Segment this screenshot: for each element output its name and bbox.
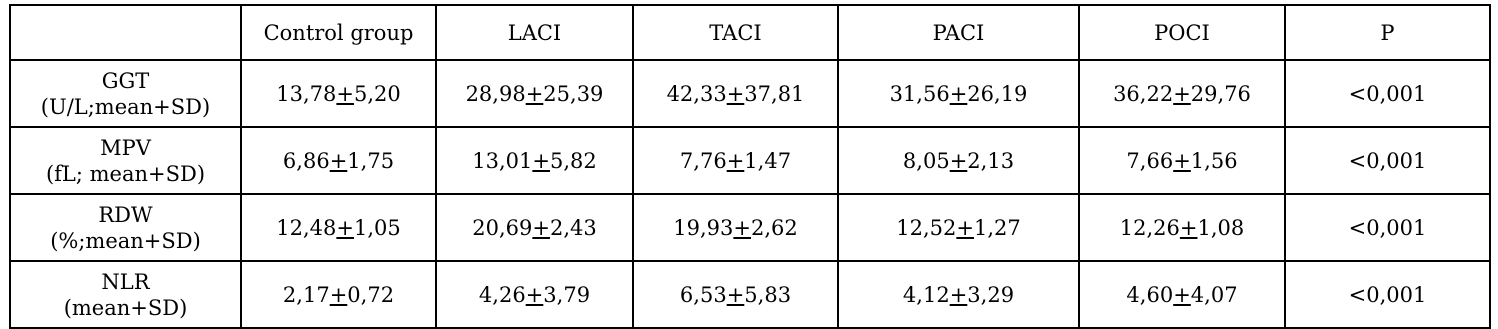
row-label-name: RDW bbox=[98, 202, 153, 227]
cell-mean: 6,53 bbox=[679, 282, 727, 307]
cell-sd: 1,75 bbox=[347, 148, 395, 173]
cell-mean: 7,76 bbox=[679, 148, 727, 173]
p-value-cell: <0,001 bbox=[1285, 127, 1490, 194]
p-value-cell: <0,001 bbox=[1285, 261, 1490, 328]
row-label-unit: (mean+SD) bbox=[63, 295, 188, 320]
table-cell bbox=[241, 127, 436, 194]
cell-mean: 31,56 bbox=[889, 81, 950, 106]
table-header bbox=[10, 5, 1490, 60]
cell-sd: 25,39 bbox=[543, 81, 604, 106]
cell-mean: 13,01 bbox=[472, 148, 533, 173]
plus-minus-symbol: + bbox=[726, 148, 745, 173]
plus-minus-symbol: + bbox=[329, 148, 348, 173]
table-cell bbox=[633, 60, 838, 127]
header-cell-p: P bbox=[1285, 5, 1490, 60]
plus-minus-symbol: + bbox=[956, 215, 974, 240]
cell-sd: 2,13 bbox=[967, 148, 1015, 173]
cell-sd: 1,08 bbox=[1197, 215, 1245, 240]
cell-mean: 4,12 bbox=[902, 282, 950, 307]
cell-sd: 3,79 bbox=[543, 282, 591, 307]
table-cell bbox=[436, 261, 633, 328]
header-cell-paci: PACI bbox=[838, 5, 1079, 60]
cell-mean: 13,78 bbox=[276, 81, 337, 106]
plus-minus-symbol: + bbox=[1173, 148, 1191, 173]
p-value-cell: <0,001 bbox=[1285, 194, 1490, 261]
plus-minus-symbol: + bbox=[1179, 215, 1198, 240]
plus-minus-symbol: + bbox=[733, 215, 751, 240]
cell-mean: 42,33 bbox=[666, 81, 727, 106]
table-cell bbox=[633, 127, 838, 194]
cell-sd: 2,43 bbox=[549, 215, 597, 240]
cell-mean: 2,17 bbox=[282, 282, 330, 307]
plus-minus-symbol: + bbox=[525, 282, 544, 307]
cell-mean: 36,22 bbox=[1113, 81, 1174, 106]
cell-mean: 8,05 bbox=[902, 148, 950, 173]
plus-minus-symbol: + bbox=[336, 81, 354, 106]
plus-minus-symbol: + bbox=[949, 81, 968, 106]
cell-sd: 5,83 bbox=[744, 282, 792, 307]
cell-mean: 20,69 bbox=[472, 215, 533, 240]
cell-sd: 1,47 bbox=[744, 148, 792, 173]
header-cell-control-group: Control group bbox=[241, 5, 436, 60]
cell-sd: 29,76 bbox=[1190, 81, 1251, 106]
cell-mean: 12,26 bbox=[1119, 215, 1180, 240]
table-cell bbox=[241, 261, 436, 328]
table-cell bbox=[838, 194, 1079, 261]
header-row bbox=[10, 5, 1490, 60]
table-cell bbox=[241, 194, 436, 261]
cell-sd: 5,82 bbox=[549, 148, 597, 173]
table-cell bbox=[633, 261, 838, 328]
table-cell bbox=[1079, 194, 1285, 261]
plus-minus-symbol: + bbox=[1173, 282, 1191, 307]
table-cell bbox=[838, 127, 1079, 194]
cell-mean: 12,52 bbox=[896, 215, 957, 240]
row-label-name: NLR bbox=[101, 269, 150, 294]
plus-minus-symbol: + bbox=[726, 81, 745, 106]
plus-minus-symbol: + bbox=[532, 215, 550, 240]
table-row bbox=[10, 194, 1490, 261]
table-row bbox=[10, 261, 1490, 328]
cell-sd: 4,07 bbox=[1190, 282, 1238, 307]
table-cell bbox=[1079, 127, 1285, 194]
plus-minus-symbol: + bbox=[949, 282, 968, 307]
plus-minus-symbol: + bbox=[532, 148, 550, 173]
cell-sd: 1,05 bbox=[353, 215, 401, 240]
cell-mean: 6,86 bbox=[282, 148, 330, 173]
cell-sd: 3,29 bbox=[967, 282, 1015, 307]
plus-minus-symbol: + bbox=[525, 81, 544, 106]
row-label-mpv bbox=[10, 127, 241, 194]
header-cell-empty bbox=[10, 5, 241, 60]
table-cell bbox=[1079, 60, 1285, 127]
plus-minus-symbol: + bbox=[949, 148, 968, 173]
row-label-ggt bbox=[10, 60, 241, 127]
table-row bbox=[10, 127, 1490, 194]
cell-sd: 26,19 bbox=[967, 81, 1028, 106]
table-cell bbox=[633, 194, 838, 261]
row-label-name: MPV bbox=[100, 135, 151, 160]
cell-sd: 5,20 bbox=[353, 81, 401, 106]
cell-mean: 12,48 bbox=[276, 215, 337, 240]
row-label-name: GGT bbox=[101, 68, 150, 93]
plus-minus-symbol: + bbox=[1173, 81, 1191, 106]
table-body bbox=[10, 60, 1490, 328]
table-cell bbox=[838, 60, 1079, 127]
p-value-cell: <0,001 bbox=[1285, 60, 1490, 127]
table-cell bbox=[436, 127, 633, 194]
table-cell bbox=[241, 60, 436, 127]
plus-minus-symbol: + bbox=[329, 282, 348, 307]
table-row bbox=[10, 60, 1490, 127]
row-label-unit: (U/L;mean+SD) bbox=[40, 94, 211, 119]
cell-sd: 1,56 bbox=[1190, 148, 1238, 173]
table-cell bbox=[436, 60, 633, 127]
plus-minus-symbol: + bbox=[336, 215, 354, 240]
cell-sd: 1,27 bbox=[973, 215, 1021, 240]
cell-mean: 28,98 bbox=[465, 81, 526, 106]
cell-mean: 7,66 bbox=[1126, 148, 1174, 173]
cell-mean: 19,93 bbox=[673, 215, 734, 240]
table-cell bbox=[1079, 261, 1285, 328]
header-cell-laci: LACI bbox=[436, 5, 633, 60]
cell-sd: 2,62 bbox=[750, 215, 798, 240]
cell-sd: 37,81 bbox=[744, 81, 805, 106]
row-label-unit: (fL; mean+SD) bbox=[45, 161, 206, 186]
cell-mean: 4,26 bbox=[478, 282, 526, 307]
cell-mean: 4,60 bbox=[1126, 282, 1174, 307]
cell-sd: 0,72 bbox=[347, 282, 395, 307]
row-label-nlr bbox=[10, 261, 241, 328]
table-cell bbox=[436, 194, 633, 261]
table-cell bbox=[838, 261, 1079, 328]
header-cell-poci: POCI bbox=[1079, 5, 1285, 60]
statistics-table bbox=[9, 4, 1491, 329]
plus-minus-symbol: + bbox=[726, 282, 745, 307]
row-label-rdw bbox=[10, 194, 241, 261]
header-cell-taci: TACI bbox=[633, 5, 838, 60]
row-label-unit: (%;mean+SD) bbox=[50, 228, 201, 253]
